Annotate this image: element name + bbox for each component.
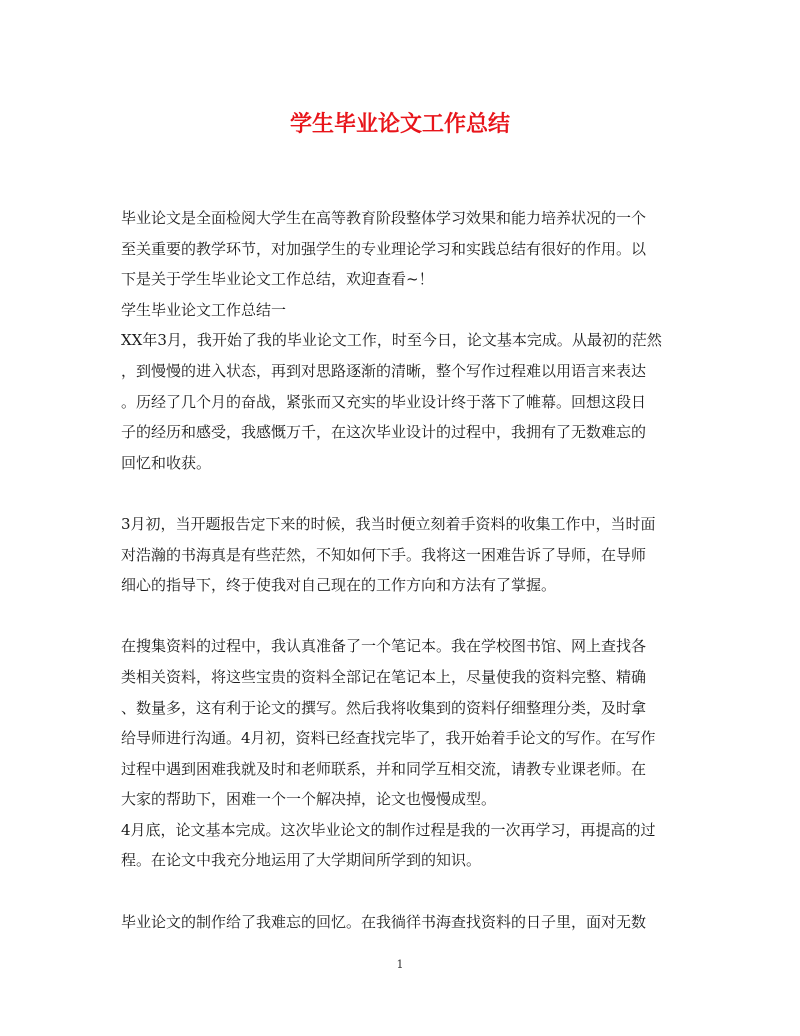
text-line: 4月底，论文基本完成。这次毕业论文的制作过程是我的一次再学习，再提高的过 [121,820,656,839]
text-line: XX年3月，我开始了我的毕业论文工作，时至今日，论文基本完成。从最初的茫然 [121,331,662,350]
section-heading: 学生毕业论文工作总结一 [121,300,287,319]
text-line: 对浩瀚的书海真是有些茫然，不知如何下手。我将这一困难告诉了导师，在导师 [121,545,647,564]
text-line: 毕业论文是全面检阅大学生在高等教育阶段整体学习效果和能力培养状况的一个 [121,209,647,227]
text-line: 。历经了几个月的奋战，紧张而又充实的毕业设计终于落下了帷幕。回想这段日 [121,392,647,411]
paragraph-gap [121,601,691,632]
text-line: 类相关资料，将这些宝贵的资料全部记在笔记本上，尽量使我的资料完整、精确 [121,667,647,686]
paragraph-gap [121,876,691,907]
text-line: 过程中遇到困难我就及时和老师联系，并和同学互相交流，请教专业课老师。在 [121,759,647,778]
text-line: 、数量多，这有利于论文的撰写。然后我将收集到的资料仔细整理分类，及时拿 [121,698,647,717]
text-line: 下是关于学生毕业论文工作总结，欢迎查看~！ [121,270,434,289]
text-line: 细心的指导下，终于使我对自己现在的工作方向和方法有了掌握。 [121,576,557,595]
page-number: 1 [396,958,404,971]
text-line: ，到慢慢的进入状态，再到对思路逐渐的清晰，整个写作过程难以用语言来表达 [121,361,647,380]
text-line: 程。在论文中我充分地运用了大学期间所学到的知识。 [121,851,482,870]
text-line: 大家的帮助下，困难一个一个解决掉，论文也慢慢成型。 [121,790,497,809]
text-line: 至关重要的教学环节，对加强学生的专业理论学习和实践总结有很好的作用。以 [121,239,647,258]
text-line: 子的经历和感受，我感慨万千，在这次毕业设计的过程中，我拥有了无数难忘的 [121,423,647,442]
text-line: 毕业论文的制作给了我难忘的回忆。在我徜徉书海查找资料的日子里，面对无数 [121,912,647,931]
text-line: 给导师进行沟通。4月初，资料已经查找完毕了，我开始着手论文的写作。在写作 [121,729,656,748]
text-line: 3月初，当开题报告定下来的时候，我当时便立刻着手资料的收集工作中，当时面 [121,514,656,533]
text-line: 回忆和收获。 [121,453,212,472]
paragraph-gap [121,478,691,509]
text-line: 在搜集资料的过程中，我认真准备了一个笔记本。我在学校图书馆、网上查找各 [121,637,647,656]
document-title: 学生毕业论文工作总结 [289,112,510,137]
document-body [121,203,691,937]
